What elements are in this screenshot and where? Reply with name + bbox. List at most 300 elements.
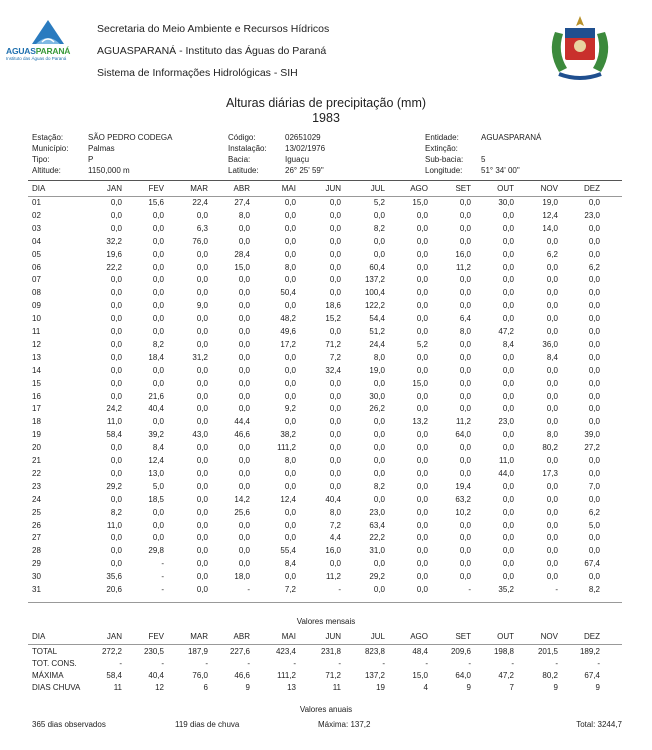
table-cell: 0,0 [459,210,471,220]
table-cell: 24,4 [369,339,385,349]
table-cell: 198,8 [493,647,514,656]
column-header: JUL [370,184,385,193]
table-cell: 0,0 [416,546,428,556]
column-header: FEV [148,632,164,641]
table-cell: 0,0 [588,378,600,388]
row-label: 08 [32,288,41,298]
table-cell: 0,0 [329,262,341,272]
table-cell: 0,0 [152,301,164,311]
table-cell: 0,0 [110,559,122,569]
table-cell: 15,0 [412,671,428,680]
header-institute: AGUASPARANÁ - Instituto das Águas do Paraná [97,45,327,57]
table-cell: 0,0 [416,520,428,530]
table-cell: 189,2 [579,647,600,656]
table-header-row [0,184,652,195]
table-cell: 15,6 [148,198,164,207]
table-cell: 0,0 [502,223,514,233]
table-cell: 0,0 [459,301,471,311]
table-row [0,430,652,441]
table-cell: 0,0 [196,585,208,594]
table-cell: 0,0 [546,275,558,285]
table-row [0,546,652,557]
table-cell: 0,0 [502,365,514,375]
table-cell: 8,0 [373,352,385,362]
table-cell: 0,0 [238,520,250,530]
table-cell: 0,0 [416,223,428,233]
table-cell: 8,0 [459,327,471,336]
table-cell: - [161,659,164,668]
table-cell: 0,0 [329,559,341,569]
table-cell: 0,0 [196,314,208,324]
table-cell: 0,0 [459,546,471,556]
table-cell: 0,0 [459,533,471,543]
aguasparana-logo [6,18,90,66]
table-cell: 0,0 [110,365,122,375]
row-label: 02 [32,210,41,220]
table-cell: 15,0 [412,198,428,207]
column-header: MAR [190,184,208,193]
table-cell: - [247,585,250,594]
table-cell: 23,0 [584,210,600,220]
table-cell: 0,0 [373,494,385,504]
table-cell: 46,6 [234,671,250,680]
table-cell: 0,0 [502,288,514,298]
table-cell: 0,0 [196,456,208,465]
table-cell: 0,0 [196,327,208,336]
table-cell: 43,0 [192,430,208,440]
table-cell: 0,0 [110,352,122,362]
table-cell: 11,0 [107,417,122,427]
table-cell: 0,0 [546,507,558,517]
table-cell: - [119,659,122,668]
table-cell: 0,0 [110,275,122,285]
column-header: NOV [540,184,558,193]
table-cell: 0,0 [238,275,250,285]
table-cell: 0,0 [238,443,250,453]
table-cell: 22,4 [192,198,208,207]
table-cell: 29,8 [148,546,164,556]
row-label: 12 [32,339,41,349]
station-field-value: 5 [481,155,486,164]
table-cell: 0,0 [196,249,208,259]
table-cell: 0,0 [546,301,558,311]
table-cell: 0,0 [588,327,600,336]
table-cell: 0,0 [284,352,296,362]
table-cell: 0,0 [329,223,341,233]
table-row [0,327,652,338]
table-cell: 137,2 [364,671,385,680]
station-field-value: 02651029 [285,133,321,142]
table-cell: 0,0 [546,481,558,491]
column-header: ABR [233,184,250,193]
table-cell: 54,4 [369,314,385,324]
table-cell: 0,0 [152,314,164,324]
table-cell: 0,0 [373,559,385,569]
row-label: TOTAL [32,647,58,656]
table-cell: 0,0 [110,339,122,349]
table-cell: 111,2 [277,443,296,453]
table-cell: 0,0 [459,198,471,207]
divider [28,602,622,603]
table-cell: 0,0 [416,352,428,362]
table-cell: 0,0 [238,223,250,233]
table-row [0,288,652,299]
table-cell: 0,0 [546,572,558,582]
table-cell: 4,4 [329,533,341,543]
table-cell: - [205,659,208,668]
table-cell: 8,0 [284,456,296,465]
table-cell: 67,4 [584,559,600,569]
table-cell: 0,0 [588,236,600,246]
table-row [0,559,652,570]
table-row [0,340,652,351]
row-label: 24 [32,494,41,504]
station-field-label: Entidade: [425,133,459,142]
table-cell: 17,3 [542,468,558,478]
row-label: MÁXIMA [32,671,64,680]
table-cell: 0,0 [373,417,385,427]
table-cell: 0,0 [110,210,122,220]
table-cell: - [468,585,471,594]
table-cell: 0,0 [110,198,122,207]
table-cell: 28,4 [234,249,250,259]
table-cell: 0,0 [110,378,122,388]
table-cell: - [161,585,164,594]
table-cell: 0,0 [373,430,385,440]
table-cell: 0,0 [196,572,208,582]
table-cell: 0,0 [329,404,341,414]
table-cell: 7 [509,683,514,692]
table-cell: 0,0 [196,443,208,453]
divider [28,196,622,197]
table-cell: 0,0 [196,481,208,491]
table-cell: 0,0 [459,520,471,530]
table-cell: 6 [203,683,208,692]
table-cell: 423,4 [275,647,296,656]
table-cell: 0,0 [502,404,514,414]
table-row [0,224,652,235]
table-cell: 7,2 [284,585,296,594]
station-field-label: Bacia: [228,155,251,164]
column-header: OUT [497,632,514,641]
table-cell: 19,0 [542,198,558,207]
table-cell: 30,0 [498,198,514,207]
table-cell: 13,0 [148,468,164,478]
divider [28,644,622,645]
row-label: DIAS CHUVA [32,683,81,692]
station-field-label: Longitude: [425,166,463,175]
table-cell: 0,0 [329,378,341,388]
column-header: MAI [281,184,296,193]
table-cell: 15,0 [234,262,250,272]
table-cell: 50,4 [280,288,296,298]
table-cell: 0,0 [416,456,428,465]
table-cell: 0,0 [329,198,341,207]
table-cell: 27,2 [584,443,600,453]
table-cell: 30,0 [369,391,385,401]
table-cell: 0,0 [588,249,600,259]
table-cell: 0,0 [546,262,558,272]
table-cell: 35,6 [106,572,122,582]
table-cell: 6,4 [459,314,471,324]
table-cell: 40,4 [148,404,164,414]
table-cell: 64,0 [455,430,471,440]
table-cell: 823,8 [364,647,385,656]
table-cell: 0,0 [588,288,600,298]
column-header: MAI [281,632,296,641]
table-cell: 17,2 [280,339,296,349]
table-cell: 23,0 [498,417,514,427]
table-cell: 0,0 [152,327,164,336]
monthly-row [0,647,652,658]
table-cell: 0,0 [546,533,558,543]
table-cell: 0,0 [459,236,471,246]
table-cell: 0,0 [416,585,428,594]
table-cell: 0,0 [546,559,558,569]
station-field-value: 13/02/1976 [285,144,326,153]
row-label: 29 [32,559,41,569]
table-cell: 0,0 [502,494,514,504]
table-cell: 0,0 [152,417,164,427]
table-row [0,353,652,364]
table-cell: - [511,659,514,668]
table-cell: 11 [332,683,341,692]
annual-section-title: Valores anuais [299,705,353,714]
table-row [0,198,652,209]
row-label: 27 [32,533,41,543]
table-cell: 0,0 [416,468,428,478]
table-cell: 67,4 [584,671,600,680]
table-cell: 8,2 [373,223,385,233]
table-cell: 0,0 [284,365,296,375]
column-header: JUN [325,632,341,641]
table-cell: 0,0 [502,391,514,401]
table-cell: 0,0 [284,378,296,388]
table-cell: 0,0 [588,352,600,362]
row-label: 22 [32,468,41,478]
table-cell: 46,6 [234,430,250,440]
table-cell: 47,2 [498,327,514,336]
annual-total: Total: 3244,7 [576,720,622,729]
column-header: SET [455,184,471,193]
table-cell: 71,2 [325,671,341,680]
table-cell: 9 [466,683,471,692]
table-cell: 0,0 [373,456,385,465]
table-cell: 8,4 [284,559,296,569]
table-cell: 16,0 [325,546,341,556]
table-cell: 0,0 [284,275,296,285]
table-cell: 18,4 [148,352,164,362]
table-cell: 0,0 [416,404,428,414]
table-cell: 35,2 [498,585,514,594]
table-cell: 14,2 [234,494,250,504]
table-cell: 0,0 [588,391,600,401]
table-cell: 16,0 [455,249,471,259]
column-header: AGO [410,632,428,641]
table-cell: 12 [155,683,164,692]
row-label: 14 [32,365,41,375]
table-row [0,469,652,480]
table-cell: 0,0 [110,443,122,453]
table-cell: 11,2 [326,572,341,582]
table-cell: 0,0 [546,378,558,388]
table-cell: 11,2 [456,262,471,272]
table-cell: 0,0 [284,533,296,543]
row-label: 26 [32,520,41,530]
column-header: NOV [540,632,558,641]
table-cell: 9,2 [284,404,296,414]
row-label: 17 [32,404,41,414]
table-cell: 8,0 [329,507,341,517]
row-label: 16 [32,391,41,401]
logo-tagline: Instituto das Águas do Paraná [6,56,67,61]
table-cell: 63,4 [369,520,385,530]
table-cell: 187,9 [187,647,208,656]
table-row [0,482,652,493]
table-cell: 0,0 [588,365,600,375]
table-cell: 80,2 [542,671,558,680]
table-cell: 0,0 [373,468,385,478]
table-cell: 0,0 [502,378,514,388]
table-cell: 48,2 [280,314,296,324]
table-cell: 0,0 [238,559,250,569]
table-row [0,314,652,325]
table-cell: 0,0 [416,210,428,220]
table-cell: 0,0 [152,275,164,285]
row-label: 13 [32,352,41,362]
station-field-value: P [88,155,94,164]
table-cell: 8,4 [152,443,164,453]
table-cell: 29,2 [106,481,122,491]
table-cell: 0,0 [152,507,164,517]
column-header: SET [455,632,471,641]
table-row [0,301,652,312]
table-cell: 20,6 [106,585,122,594]
table-cell: 0,0 [329,430,341,440]
table-cell: 0,0 [196,520,208,530]
table-cell: 0,0 [546,327,558,336]
table-cell: 0,0 [284,481,296,491]
column-header: DIA [32,184,46,193]
monthly-section-title: Valores mensais [296,617,356,626]
row-label: 18 [32,417,41,427]
table-cell: 0,0 [502,275,514,285]
table-cell: 9,0 [196,301,208,311]
row-label: 28 [32,546,41,556]
table-cell: 31,0 [369,546,385,556]
table-cell: 10,2 [455,507,471,517]
table-cell: 0,0 [329,327,341,336]
table-cell: 0,0 [110,223,122,233]
table-cell: 36,0 [542,339,558,349]
table-cell: 0,0 [196,288,208,298]
table-cell: 6,2 [588,507,600,517]
table-cell: 0,0 [284,210,296,220]
table-cell: 19,6 [106,249,122,259]
table-cell: 0,0 [588,404,600,414]
table-cell: 7,2 [329,352,341,362]
table-cell: 0,0 [238,339,250,349]
table-cell: - [293,659,296,668]
table-cell: 0,0 [329,236,341,246]
table-cell: 48,4 [412,647,428,656]
table-cell: 9 [553,683,558,692]
table-row [0,572,652,583]
table-cell: 19 [376,683,385,692]
station-field-label: Município: [32,144,69,153]
station-field-value: AGUASPARANÁ [481,133,542,142]
annual-rain-days: 119 dias de chuva [175,720,240,729]
table-cell: 0,0 [546,288,558,298]
table-cell: 0,0 [459,223,471,233]
table-cell: 0,0 [416,494,428,504]
table-cell: 24,2 [106,404,122,414]
table-cell: 0,0 [502,210,514,220]
table-cell: 19,0 [369,365,385,375]
table-cell: 12,4 [542,210,558,220]
table-cell: - [338,585,341,594]
table-cell: 0,0 [196,546,208,556]
table-cell: 0,0 [152,520,164,530]
table-cell: 18,0 [234,572,250,582]
table-cell: 100,4 [364,288,385,298]
table-cell: 0,0 [459,339,471,349]
table-cell: 0,0 [502,481,514,491]
table-cell: 0,0 [196,262,208,272]
table-cell: 0,0 [502,520,514,530]
table-cell: 0,0 [588,533,600,543]
table-cell: 0,0 [110,314,122,324]
table-cell: 0,0 [196,507,208,517]
table-cell: 0,0 [546,404,558,414]
header-secretaria: Secretaria do Meio Ambiente e Recursos Hídricos [97,23,330,35]
table-cell: 0,0 [284,301,296,311]
table-cell: 230,5 [143,647,164,656]
row-label: 04 [32,236,41,246]
table-cell: 0,0 [373,210,385,220]
station-field-label: Código: [228,133,256,142]
row-label: 10 [32,314,41,324]
table-cell: 0,0 [588,223,600,233]
table-cell: 227,6 [229,647,250,656]
station-field-value: 1150,000 m [88,166,130,175]
table-cell: 0,0 [284,507,296,517]
table-row [0,585,652,596]
table-cell: 22,2 [106,262,122,272]
table-cell: 0,0 [284,572,296,582]
table-cell: 4 [423,683,428,692]
table-cell: 49,6 [280,327,296,336]
table-cell: - [555,659,558,668]
table-cell: 0,0 [196,417,208,427]
table-cell: 22,2 [369,533,385,543]
table-cell: 0,0 [110,494,122,504]
table-cell: 0,0 [329,417,341,427]
row-label: 05 [32,249,41,259]
table-cell: 39,2 [148,430,164,440]
row-label: 21 [32,456,41,465]
table-cell: 71,2 [325,339,341,349]
table-cell: 26,2 [369,404,385,414]
table-row [0,379,652,390]
table-cell: 0,0 [416,288,428,298]
table-cell: 0,0 [416,262,428,272]
table-cell: 0,0 [152,378,164,388]
table-cell: 11,0 [499,456,514,465]
table-cell: 8,2 [110,507,122,517]
table-cell: 0,0 [416,391,428,401]
table-cell: 0,0 [502,572,514,582]
